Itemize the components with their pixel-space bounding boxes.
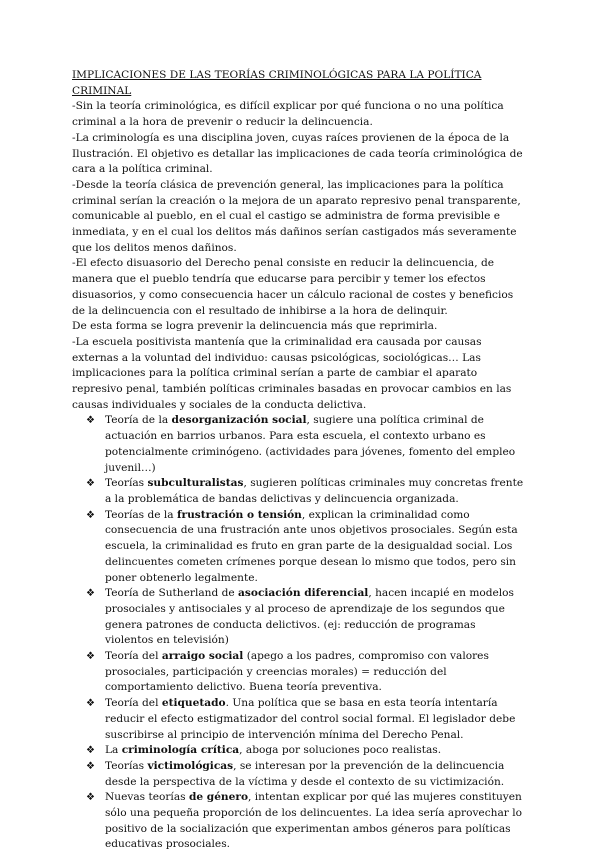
list-item: ❖ Teorías de la frustración o tensión, explican la criminalidad como consecuencia de una frustración ante unos objetivos prosociales. Según esta escuela, la criminalidad es fruto en gran parte de la desigualdad social. Los delincuentes cometen crímenes porque desean lo mismo que todos, pero sin poner obtenerlo legalmente.: [86, 508, 518, 584]
diamond-bullet-icon: ❖: [86, 509, 95, 521]
bold-term: subculturalistas: [147, 477, 244, 490]
diamond-bullet-icon: ❖: [86, 745, 95, 757]
diamond-bullet-icon: ❖: [86, 415, 95, 427]
bold-term: frustración o tensión: [176, 508, 302, 521]
bold-term: etiquetado: [161, 697, 226, 710]
list-item: ❖ Teorías victimológicas, se interesan por la prevención de la delincuencia desde la perspectiva de la víctima y desde el contexto de su victimización.: [86, 759, 505, 788]
diamond-bullet-icon: ❖: [86, 698, 95, 710]
document-page: [72, 68, 524, 853]
diamond-bullet-icon: ❖: [86, 478, 95, 490]
bold-term: arraigo social: [161, 650, 244, 663]
theory-bullet-list: [72, 413, 524, 853]
paragraph: -Sin la teoría criminológica, es difícil explicar por qué funciona o no una política criminal a la hora de prevenir o reducir la delincuencia.: [72, 100, 504, 129]
bold-term: desorganización social: [171, 414, 307, 427]
list-item: ❖ Teoría del etiquetado. Una política que se basa en esta teoría intentaría reducir el efecto estigmatizador del control social formal. El legislador debe suscribirse al principio de intervención mínima del Derecho Penal.: [86, 697, 516, 741]
list-item: ❖ Nuevas teorías de género, intentan explicar por qué las mujeres constituyen sólo una pequeña proporción de los delincuentes. La idea sería aprovechar lo positivo de la socialización que experimentan ambos géneros para políticas educativas prosociales.: [86, 791, 522, 851]
list-item: ❖ Teoría del arraigo social (apego a los padres, compromiso con valores prosociales, participación y creencias morales) = reducción del comportamiento delictivo. Buena teoría preventiva.: [86, 650, 489, 694]
diamond-bullet-icon: ❖: [86, 760, 95, 772]
paragraph: -Desde la teoría clásica de prevención general, las implicaciones para la política criminal serían la creación o la mejora de un aparato represivo penal transparente, comunicable al pueblo, en el cual el castigo se administra de forma previsible e inmediata, y en el cual los delitos más dañinos serían castigados más severamente que los delitos menos dañinos.: [72, 178, 521, 254]
list-item: ❖ Teorías subculturalistas, sugieren políticas criminales muy concretas frente a la problemática de bandas delictivas y delincuencia organizada.: [86, 477, 524, 505]
bold-term: de género: [188, 791, 249, 804]
paragraph: -El efecto disuasorio del Derecho penal consiste en reducir la delincuencia, de manera que el pueblo tendría que educarse para percibir y temer los efectos disuasorios, y como consecuencia hacer un cálculo racional de costes y beneficios de la delincuencia con el resultado de inhibirse a la hora de delinquir.: [72, 257, 514, 317]
diamond-bullet-icon: ❖: [86, 588, 95, 600]
diamond-bullet-icon: ❖: [86, 792, 95, 804]
paragraph: De esta forma se logra prevenir la delincuencia más que reprimirla.: [72, 320, 438, 333]
bold-term: victimológicas: [147, 759, 234, 772]
paragraph: -La criminología es una disciplina joven, cuyas raíces provienen de la época de la Ilustración. El objetivo es detallar las implicaciones de cada teoría criminológica de cara a la política criminal.: [72, 131, 523, 176]
document-title: IMPLICACIONES DE LAS TEORÍAS CRIMINOLÓGICAS PARA LA POLÍTICA CRIMINAL: [72, 69, 482, 97]
paragraph: -La escuela positivista mantenía que la criminalidad era causada por causas externas a la voluntad del individuo: causas psicológicas, sociológicas… Las implicaciones para la política criminal serían a parte de cambiar el aparato represivo penal, también políticas criminales basadas en provocar cambios en las causas individuales y sociales de la conducta delictiva.: [72, 335, 512, 411]
list-item: ❖ La criminología crítica, aboga por soluciones poco realistas.: [105, 743, 524, 759]
bold-term: asociación diferencial: [238, 587, 369, 600]
list-item: ❖ Teoría de la desorganización social, sugiere una política criminal de actuación en barrios urbanos. Para esta escuela, el contexto urbano es potencialmente criminógeno. (actividades para jóvenes, fomento del empleo juvenil…): [86, 414, 516, 474]
diamond-bullet-icon: ❖: [86, 651, 95, 663]
list-item: ❖ Teoría de Sutherland de asociación diferencial, hacen incapié en modelos prosociales y antisociales y al proceso de aprendizaje de los segundos que genera patrones de conducta delictivos. (ej: reducción de programas violentos en televisión): [86, 587, 514, 647]
bold-term: criminología crítica: [121, 744, 240, 757]
